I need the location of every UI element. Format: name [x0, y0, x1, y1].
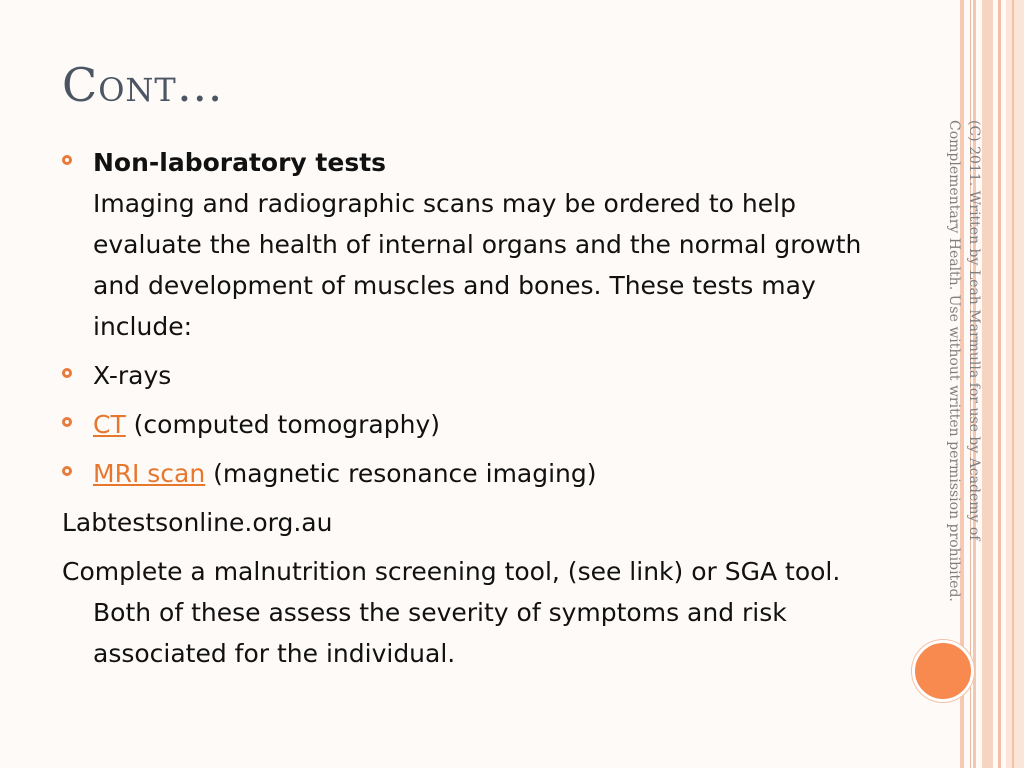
bullet-text: X-rays: [93, 361, 172, 390]
bullet-icon: [62, 466, 72, 476]
stripe: [1012, 0, 1014, 768]
bullet-item: [62, 355, 882, 396]
paragraph: Complete a malnutrition screening tool, (see link) or SGA tool. Both of these assess the severity of symptoms and risk associated for the individual.: [62, 557, 841, 668]
bullet-icon: [62, 155, 72, 165]
stripe: [998, 0, 1001, 768]
ct-link[interactable]: CT: [93, 410, 126, 439]
bullet-icon: [62, 368, 72, 378]
bullet-heading: Non-laboratory tests: [93, 148, 387, 177]
mri-scan-link[interactable]: MRI scan: [93, 459, 206, 488]
bullet-icon: [62, 417, 72, 427]
stripe: [1006, 0, 1024, 768]
bullet-item: [62, 404, 882, 445]
slide-content: [62, 142, 882, 674]
slide-title: Cont…: [62, 58, 224, 112]
bullet-item: [62, 453, 882, 494]
paragraph: Labtestsonline.org.au: [62, 508, 333, 537]
bullet-item: [62, 142, 882, 347]
copyright-watermark: (C) 2011. Written by Leah Marmulla for use by Academy of Complementary Health. Use without written permission prohibited.: [946, 120, 982, 602]
decorative-circle: [912, 640, 974, 702]
bullet-text: (magnetic resonance imaging): [205, 459, 597, 488]
bullet-text: (computed tomography): [125, 410, 441, 439]
bullet-text: Imaging and radiographic scans may be ordered to help evaluate the health of internal organs and the normal growth and development of muscles and bones. These tests may include:: [93, 189, 862, 341]
